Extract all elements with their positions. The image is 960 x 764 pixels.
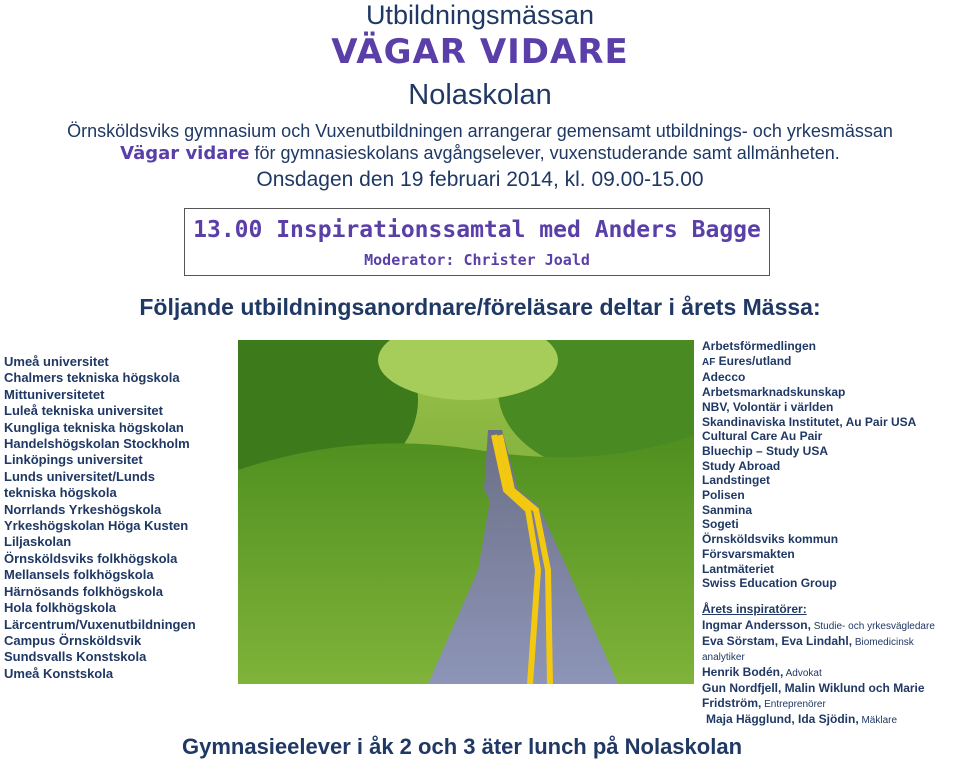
intro-text	[0, 120, 960, 165]
list-item: Campus Örnsköldsvik	[4, 632, 142, 648]
list-item	[702, 712, 960, 728]
list-item: Norrlands Yrkeshögskola	[4, 501, 162, 517]
list-item	[702, 634, 960, 650]
person-role: Entreprenörer	[761, 699, 826, 710]
list-item	[702, 681, 960, 696]
list-item: Study Abroad	[702, 458, 781, 473]
person-name: Fridström,	[702, 696, 762, 710]
list-item: Adecco	[702, 370, 746, 385]
list-item: Örnsköldsviks kommun	[702, 532, 839, 547]
list-item: Kungliga tekniska högskolan	[4, 419, 184, 435]
list-item: Chalmers tekniska högskola	[4, 370, 180, 386]
person-name: Ingmar Andersson,	[702, 618, 811, 632]
session-box	[184, 208, 770, 276]
person-name: Henrik Bodén,	[702, 665, 784, 679]
list-item: Mittuniversitetet	[4, 386, 105, 402]
list-item: Sundsvalls Konstskola	[4, 649, 147, 665]
list-item	[702, 618, 960, 634]
list-item: Lunds universitet/Lunds	[4, 468, 155, 484]
list-item: Lantmäteriet	[702, 561, 775, 576]
list-item: tekniska högskola	[4, 485, 117, 501]
road-photo	[238, 340, 694, 684]
right-participant-list	[702, 339, 960, 591]
inspiratorer-heading: Årets inspiratörer:	[702, 602, 807, 616]
list-item: Arbetsmarknadskunskap	[702, 385, 846, 400]
person-name: Maja Hägglund, Ida Sjödin,	[706, 712, 859, 726]
list-item: NBV, Volontär i världen	[702, 399, 834, 414]
list-item: Lärcentrum/Vuxenutbildningen	[4, 616, 196, 632]
school-name: Nolaskolan	[408, 79, 552, 111]
event-date: Onsdagen den 19 februari 2014, kl. 09.00-15.00	[256, 168, 704, 191]
intro-line-2-rest: för gymnasieskolans avgångselever, vuxenstuderande samt allmänheten.	[249, 143, 840, 163]
list-item	[702, 354, 960, 371]
list-item: Sogeti	[702, 517, 739, 532]
list-item: Landstinget	[702, 473, 770, 488]
intro-line-1: Örnsköldsviks gymnasium och Vuxenutbildningen arrangerar gemensamt utbildnings- och yrkesmässan	[67, 121, 893, 141]
inspiratorer-list	[702, 618, 960, 728]
person-role: Studie- och yrkesvägledare	[810, 621, 935, 632]
person-role: Advokat	[783, 668, 822, 679]
list-item: Mellansels folkhögskola	[4, 567, 154, 583]
list-item: Luleå tekniska universitet	[4, 403, 163, 419]
list-item: Polisen	[702, 488, 745, 503]
af-prefix: AF	[702, 356, 716, 368]
list-item: Swiss Education Group	[702, 576, 837, 591]
list-item: Försvarsmakten	[702, 546, 795, 561]
person-name: Eva Sörstam, Eva Lindahl,	[702, 634, 853, 648]
session-moderator: Moderator: Christer Joald	[364, 251, 590, 269]
list-item: Sanmina	[702, 502, 753, 517]
session-title: 13.00 Inspirationssamtal med Anders Bagge	[193, 217, 761, 243]
list-item: Umeå universitet	[4, 354, 109, 369]
list-item: Hola folkhögskola	[4, 600, 116, 616]
person-role-cont: analytiker	[702, 652, 745, 663]
af-rest: Eures/utland	[715, 353, 792, 368]
list-item	[702, 696, 960, 712]
participants-heading: Följande utbildningsanordnare/föreläsare deltar i årets Mässa:	[139, 294, 821, 320]
brand-name: Vägar vidare	[120, 143, 250, 164]
list-item: Örnsköldsviks folkhögskola	[4, 550, 178, 566]
list-item: Liljaskolan	[4, 534, 72, 550]
person-name: Gun Nordfjell, Malin Wiklund och Marie	[702, 681, 925, 695]
event-name: VÄGAR VIDARE	[331, 32, 629, 72]
list-item: Bluechip – Study USA	[702, 443, 829, 458]
list-item: Yrkeshögskolan Höga Kusten	[4, 518, 189, 534]
footer-note: Gymnasieelever i åk 2 och 3 äter lunch på Nolaskolan	[181, 734, 743, 759]
list-item: Härnösands folkhögskola	[4, 583, 163, 599]
list-item: Cultural Care Au Pair	[702, 429, 823, 444]
list-item: Linköpings universitet	[4, 452, 143, 468]
page-title: Utbildningsmässan	[365, 0, 595, 30]
list-item: Umeå Konstskola	[4, 665, 114, 681]
left-participant-list	[4, 354, 236, 682]
list-item	[702, 665, 960, 681]
person-role: Biomedicinsk	[852, 637, 914, 648]
list-item: Skandinaviska Institutet, Au Pair USA	[702, 414, 917, 429]
list-item: Handelshögskolan Stockholm	[4, 436, 190, 452]
person-role: Mäklare	[858, 715, 898, 726]
list-item: Arbetsförmedlingen	[702, 339, 817, 353]
intro-line-2	[0, 142, 960, 165]
